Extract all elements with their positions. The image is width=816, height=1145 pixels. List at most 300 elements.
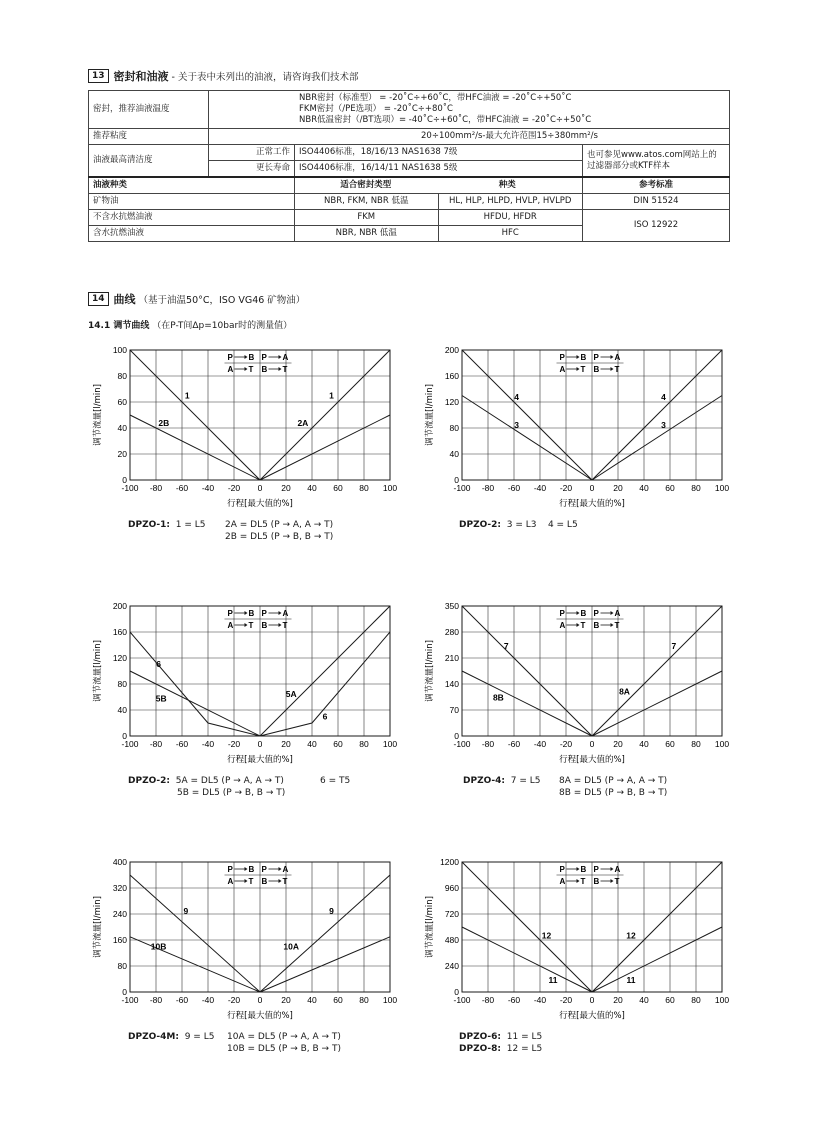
schematic-port: B [261,365,268,374]
schematic-arrow-head [279,355,282,359]
schematic-port: A [559,365,566,374]
x-tick-label: 0 [257,995,263,1005]
chart-caption [225,519,333,543]
series-line-1 [130,350,260,480]
series-label: 10B [150,941,167,952]
table-cell: ISO 12922 [583,210,730,242]
schematic-arrow-head [577,355,580,359]
fluid-seal-table [88,90,730,242]
y-tick-label: 80 [449,423,459,433]
x-tick-label: 80 [359,995,369,1005]
x-tick-label: -100 [453,995,471,1005]
x-tick-label: -80 [149,995,163,1005]
x-tick-label: 0 [257,739,263,749]
schematic-arrow-head [611,611,614,615]
table-row [89,91,730,129]
series-line-12 [462,862,592,992]
schematic-port: B [593,365,600,374]
x-tick-label: 0 [589,483,595,493]
schematic-arrow-head [245,355,248,359]
series-label: 4 [514,391,519,402]
x-tick-label: 20 [613,995,623,1005]
x-tick-label: -40 [533,739,547,749]
y-tick-label: 200 [112,601,127,611]
valve-schematic [225,609,292,630]
schematic-port: T [580,877,586,886]
series-label: 12 [541,930,552,941]
subsection-title: 14.1 调节曲线 [88,321,150,331]
x-tick-label: 60 [333,739,343,749]
schematic-port: T [614,877,620,886]
section-note: （基于油温50°C，ISO VG46 矿物油） [138,295,306,306]
x-tick-label: 20 [613,483,623,493]
x-tick-label: -80 [481,483,495,493]
x-tick-label: -40 [533,995,547,1005]
chart-caption [128,1031,214,1043]
table-row [89,145,730,161]
x-tick-label: -20 [559,739,573,749]
y-axis-label: 调节流量[l/min] [93,896,103,958]
series-label: 11 [548,975,558,986]
y-axis-label: 调节流量[l/min] [425,640,435,702]
y-axis-label: 调节流量[l/min] [425,896,435,958]
subsection-note: （在P-T间Δp=10bar时的测量值） [152,321,293,331]
section-13-heading [88,68,358,84]
schematic-port: B [248,609,255,618]
schematic-arrow-head [611,367,614,371]
x-tick-label: 20 [613,739,623,749]
valve-schematic [225,865,292,886]
table-cell: 矿物油 [89,194,295,210]
caption-item: 5A = DL5 (P → A, A → T) [175,776,284,786]
caption-model: DPZO-2: [128,776,171,786]
valve-schematic [557,353,624,374]
schematic-arrow-head [245,611,248,615]
chart-caption [128,519,205,531]
x-tick-label: -20 [559,995,573,1005]
series-line-8a [592,671,722,736]
y-tick-label: 0 [454,987,459,997]
x-tick-label: 80 [691,483,701,493]
y-tick-label: 120 [444,397,459,407]
y-tick-label: 40 [449,449,459,459]
x-tick-label: -100 [121,739,139,749]
series-label: 4 [661,391,666,402]
seal-temperature-cell [209,91,730,129]
column-header: 参考标准 [583,177,730,194]
x-tick-label: 100 [382,995,398,1005]
schematic-port: T [614,621,620,630]
caption-item: 11 = L5 [506,1032,543,1042]
series-label: 3 [514,419,519,430]
x-tick-label: 100 [382,483,398,493]
section-title: 密封和油液 [113,70,169,83]
y-tick-label: 0 [122,475,127,485]
schematic-port: A [614,353,621,362]
seal-line: NBR低温密封（/BT选项）= -40˚C÷+60˚C，带HFC油液 = -20˚C÷+50˚C [299,115,592,125]
schematic-port: P [227,353,233,362]
column-header: 适合密封类型 种类 [295,177,583,194]
section-note: - 关于表中未列出的油液，请咨询我们技术部 [171,72,359,83]
x-tick-label: 100 [382,739,398,749]
caption-item: 1 = L5 [175,520,206,530]
schematic-port: T [580,621,586,630]
schematic-port: T [282,621,288,630]
table-row [89,210,730,226]
caption-item: 7 = L5 [510,776,541,786]
schematic-arrow-head [577,623,580,627]
x-tick-label: -40 [201,995,215,1005]
series-label: 11 [626,975,636,986]
cleanliness-note: 也可参见www.atos.com网站上的过滤器部分或KTF样本 [583,145,730,178]
series-line-9 [130,875,260,992]
series-label: 1 [184,390,190,401]
schematic-port: B [580,609,587,618]
cleanliness-sub-label: 更长寿命 [209,161,295,178]
table-cell: NBR, FKM, NBR 低温 HL, HLP, HLPD, HVLP, HVLPD [295,194,583,210]
series-line-2a [260,415,390,480]
schematic-port: A [282,353,289,362]
chart-dpzo-1 [80,345,410,515]
schematic-port: A [227,621,234,630]
schematic-port: B [593,621,600,630]
x-axis-label: 行程[最大值的%] [559,1011,625,1021]
table-cell: DIN 51524 [583,194,730,210]
x-axis-label: 行程[最大值的%] [227,755,293,765]
caption-item: 9 = L5 [184,1032,215,1042]
schematic-arrow-head [279,623,282,627]
cleanliness-sub-label: 正常工作 [209,145,295,161]
schematic-port: P [559,865,565,874]
x-tick-label: -80 [481,995,495,1005]
schematic-port: B [261,621,268,630]
section-14-heading [88,291,305,307]
caption-model: DPZO-6: [459,1032,502,1042]
x-tick-label: -20 [227,995,241,1005]
caption-model: DPZO-8: [459,1044,502,1054]
y-tick-label: 80 [117,371,127,381]
chart-dpzo-4 [412,601,742,771]
x-tick-label: -60 [507,995,521,1005]
series-line-2b [130,415,260,480]
series-label: 7 [503,641,509,652]
schematic-arrow-head [577,611,580,615]
table-cell: FKM HFDU, HFDR [295,210,583,226]
x-tick-label: -80 [149,483,163,493]
series-line-3 [592,396,722,481]
section-title: 曲线 [113,293,136,306]
schematic-port: P [593,353,599,362]
series-label: 2A [297,417,309,428]
schematic-arrow-head [577,867,580,871]
y-tick-label: 40 [117,423,127,433]
schematic-port: T [248,621,254,630]
x-tick-label: 0 [589,995,595,1005]
x-tick-label: 40 [307,483,317,493]
schematic-port: T [282,877,288,886]
x-tick-label: -100 [453,739,471,749]
y-tick-label: 160 [112,935,127,945]
chart-dpzo-2-l3-l5 [412,345,742,515]
series-label: 8B [492,692,504,703]
schematic-port: A [282,609,289,618]
schematic-port: P [559,353,565,362]
caption-model: DPZO-4: [463,776,506,786]
section-number: 13 [88,69,109,83]
chart-dpzo-2-dl5-t5 [80,601,410,771]
schematic-arrow-head [245,867,248,871]
valve-schematic [557,609,624,630]
x-tick-label: 60 [665,483,675,493]
series-label: 9 [183,905,189,916]
schematic-port: P [261,609,267,618]
x-tick-label: 60 [665,739,675,749]
x-tick-label: -80 [481,739,495,749]
section-number: 14 [88,292,109,306]
series-label: 6 [156,658,161,669]
series-line-7 [462,606,592,736]
x-tick-label: -60 [175,739,189,749]
series-line-10a [260,937,390,992]
chart-caption [559,775,667,799]
y-tick-label: 80 [117,961,127,971]
row-label: 密封，推荐油液温度 [89,91,209,129]
x-tick-label: -80 [149,739,163,749]
caption-model: DPZO-4M: [128,1032,179,1042]
schematic-arrow-head [611,355,614,359]
schematic-port: A [227,365,234,374]
y-tick-label: 960 [444,883,459,893]
schematic-port: T [248,877,254,886]
schematic-port: P [261,353,267,362]
schematic-arrow-head [279,367,282,371]
x-tick-label: 60 [333,483,343,493]
schematic-port: B [248,353,255,362]
x-tick-label: 100 [714,483,730,493]
x-tick-label: 40 [307,739,317,749]
y-tick-label: 20 [117,449,127,459]
series-label: 5B [155,693,167,704]
y-tick-label: 480 [444,935,459,945]
schematic-port: B [593,877,600,886]
x-tick-label: 0 [257,483,263,493]
x-tick-label: -20 [559,483,573,493]
x-tick-label: 80 [359,483,369,493]
chart-caption [459,1031,542,1055]
y-axis-label: 调节流量[l/min] [93,384,103,446]
y-axis-label: 调节流量[l/min] [93,640,103,702]
schematic-port: T [282,365,288,374]
caption-item: 4 = L5 [547,520,578,530]
x-tick-label: 40 [307,995,317,1005]
table-header-row [89,177,730,194]
schematic-port: B [261,877,268,886]
caption-model: DPZO-2: [459,520,502,530]
x-axis-label: 行程[最大值的%] [227,499,293,509]
caption-item: 3 = L3 [506,520,537,530]
series-label: 6 [322,711,328,722]
series-label: 7 [671,641,677,652]
x-tick-label: -100 [453,483,471,493]
x-axis-label: 行程[最大值的%] [559,499,625,509]
y-tick-label: 100 [112,345,127,355]
cleanliness-value: ISO4406标准，16/14/11 NAS1638 5级 [295,161,583,178]
series-label: 9 [329,905,334,916]
y-tick-label: 0 [454,731,459,741]
y-tick-label: 0 [454,475,459,485]
y-tick-label: 80 [117,679,127,689]
schematic-port: A [227,877,234,886]
schematic-port: T [248,365,254,374]
x-tick-label: 40 [639,739,649,749]
x-tick-label: 80 [691,739,701,749]
schematic-arrow-head [611,623,614,627]
x-tick-label: -60 [507,483,521,493]
caption-item: 5B = DL5 (P → B, B → T) [177,788,286,798]
schematic-port: P [593,865,599,874]
y-tick-label: 0 [122,987,127,997]
chart-caption [177,787,285,799]
series-label: 3 [661,419,666,430]
series-line-10b [130,937,260,992]
series-label: 5A [285,688,297,699]
y-tick-label: 120 [112,653,127,663]
x-tick-label: -60 [507,739,521,749]
series-line-8b [462,671,592,736]
chart-caption [128,775,284,787]
schematic-arrow-head [577,879,580,883]
y-tick-label: 210 [444,653,459,663]
y-tick-label: 240 [112,909,127,919]
x-tick-label: 40 [639,995,649,1005]
row-label: 推荐粘度 [89,129,209,145]
schematic-arrow-head [279,879,282,883]
y-axis-label: 调节流量[l/min] [425,384,435,446]
caption-item: 12 = L5 [506,1044,543,1054]
x-tick-label: -40 [201,739,215,749]
x-tick-label: -40 [533,483,547,493]
table-row [89,129,730,145]
schematic-port: P [261,865,267,874]
caption-item: 8B = DL5 (P → B, B → T) [559,788,668,798]
row-label: 油液最高清洁度 [89,145,209,178]
caption-item: 2A = DL5 (P → A, A → T) [225,520,334,530]
schematic-port: P [593,609,599,618]
series-label: 8A [619,686,630,697]
x-tick-label: 20 [281,995,291,1005]
schematic-arrow-head [611,867,614,871]
schematic-port: B [580,865,587,874]
valve-schematic [225,353,292,374]
y-tick-label: 70 [449,705,459,715]
series-line-11 [462,927,592,992]
y-tick-label: 400 [112,857,127,867]
schematic-arrow-head [245,879,248,883]
x-axis-label: 行程[最大值的%] [227,1011,293,1021]
caption-model: DPZO-1: [128,520,171,530]
schematic-port: A [559,877,566,886]
seal-line: FKM密封（/PE选项） = -20˚C÷+80˚C [299,104,453,114]
series-label: 10A [283,941,299,952]
caption-item: 10B = DL5 (P → B, B → T) [227,1044,341,1054]
x-tick-label: -60 [175,483,189,493]
series-line-5b [130,671,260,736]
y-tick-label: 160 [112,627,127,637]
schematic-port: B [248,865,255,874]
y-tick-label: 160 [444,371,459,381]
schematic-port: B [580,353,587,362]
series-line-4 [462,350,592,480]
schematic-port: P [227,865,233,874]
y-tick-label: 350 [444,601,459,611]
x-tick-label: -100 [121,483,139,493]
x-tick-label: 20 [281,739,291,749]
chart-caption [227,1031,341,1055]
series-label: 2B [158,417,170,428]
x-tick-label: -60 [175,995,189,1005]
schematic-port: T [614,365,620,374]
chart-caption [459,519,578,531]
y-tick-label: 320 [112,883,127,893]
schematic-port: A [614,865,621,874]
schematic-port: A [282,865,289,874]
chart-caption [463,775,540,787]
table-cell: NBR, NBR 低温 HFC [295,226,583,242]
column-header: 油液种类 [89,177,295,194]
schematic-arrow-head [279,867,282,871]
series-line-11 [592,927,722,992]
x-tick-label: 100 [714,739,730,749]
caption-item: 10A = DL5 (P → A, A → T) [227,1032,341,1042]
y-tick-label: 280 [444,627,459,637]
y-tick-label: 140 [444,679,459,689]
table-cell: 含水抗燃油液 [89,226,295,242]
series-line-9 [260,875,390,992]
x-tick-label: -100 [121,995,139,1005]
schematic-arrow-head [577,367,580,371]
table-row [89,194,730,210]
y-tick-label: 1200 [440,857,459,867]
chart-caption [320,775,350,787]
caption-item: 6 = T5 [320,776,351,786]
series-label: 1 [329,390,334,401]
x-tick-label: -40 [201,483,215,493]
schematic-port: A [559,621,566,630]
table-cell: 不含水抗燃油液 [89,210,295,226]
x-tick-label: 60 [665,995,675,1005]
x-axis-label: 行程[最大值的%] [559,755,625,765]
x-tick-label: 100 [714,995,730,1005]
viscosity-cell: 20÷100mm²/s-最大允许范围15÷380mm²/s [209,129,730,145]
schematic-arrow-head [245,367,248,371]
schematic-arrow-head [279,611,282,615]
caption-item: 8A = DL5 (P → A, A → T) [559,776,668,786]
y-tick-label: 240 [444,961,459,971]
y-tick-label: 60 [117,397,127,407]
y-tick-label: 40 [117,705,127,715]
schematic-arrow-head [611,879,614,883]
x-tick-label: 0 [589,739,595,749]
seal-line: NBR密封（标准型） = -20˚C÷+60˚C，带HFC油液 = -20˚C÷+50˚C [299,93,572,103]
chart-dpzo-4m [80,857,410,1027]
schematic-arrow-head [245,623,248,627]
y-tick-label: 200 [444,345,459,355]
chart-dpzo-6-8 [412,857,742,1027]
series-label: 12 [626,930,636,941]
subsection-heading [88,318,292,331]
schematic-port: T [580,365,586,374]
schematic-port: A [614,609,621,618]
